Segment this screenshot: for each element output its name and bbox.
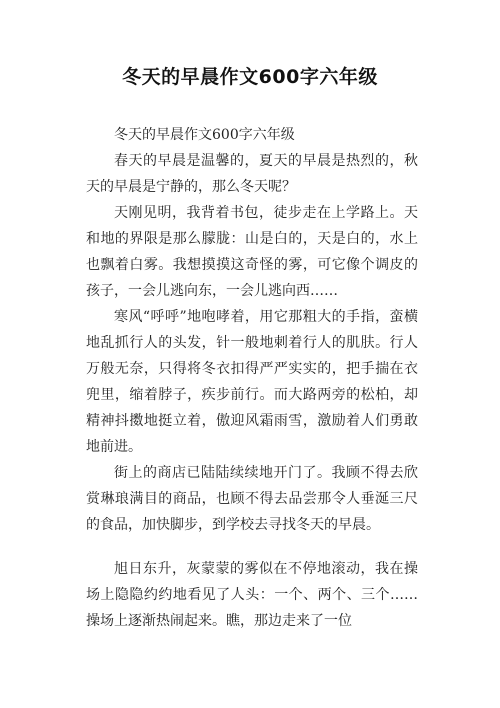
paragraph-3: 寒风“呼呼”地咆哮着，用它那粗大的手指，蛮横地乱抓行人的头发，针一般地刺着行人的肌肤。行人万般无奈，只得将冬衣扣得严严实实的，把手揣在衣兜里，缩着脖子，疾步前行。而大路两旁的松柏，却精神抖擞地挺立着，傲迎风霜雨雪，激励着人们勇敢地前进。 — [86, 309, 418, 455]
paragraph-2: 天刚见明，我背着书包，徒步走在上学路上。天和地的界限是那么朦胧：山是白的，天是白的，水上也飘着白雾。我想摸摸这奇怪的雾，可它像个调皮的孩子，一会儿逃向东，一会儿逃向西…… — [86, 205, 418, 299]
document-body — [86, 122, 418, 634]
document-title: 冬天的早晨作文600字六年级 — [122, 66, 378, 88]
paragraph-5: 旭日东升，灰蒙蒙的雾似在不停地滚动，我在操场上隐隐约约地看见了人头：一个、两个、三个……操场上逐渐热闹起来。瞧，那边走来了一位 — [86, 561, 418, 629]
paragraph-4: 街上的商店已陆陆续续地开门了。我顾不得去欣赏琳琅满目的商品，也顾不得去品尝那令人垂涎三尺的食品，加快脚步，到学校去寻找冬天的早晨。 — [86, 465, 418, 533]
paragraph-1: 春天的早晨是温馨的，夏天的早晨是热烈的，秋天的早晨是宁静的，那么冬天呢？ — [86, 153, 418, 195]
paragraph-subtitle: 冬天的早晨作文600字六年级 — [114, 127, 295, 143]
